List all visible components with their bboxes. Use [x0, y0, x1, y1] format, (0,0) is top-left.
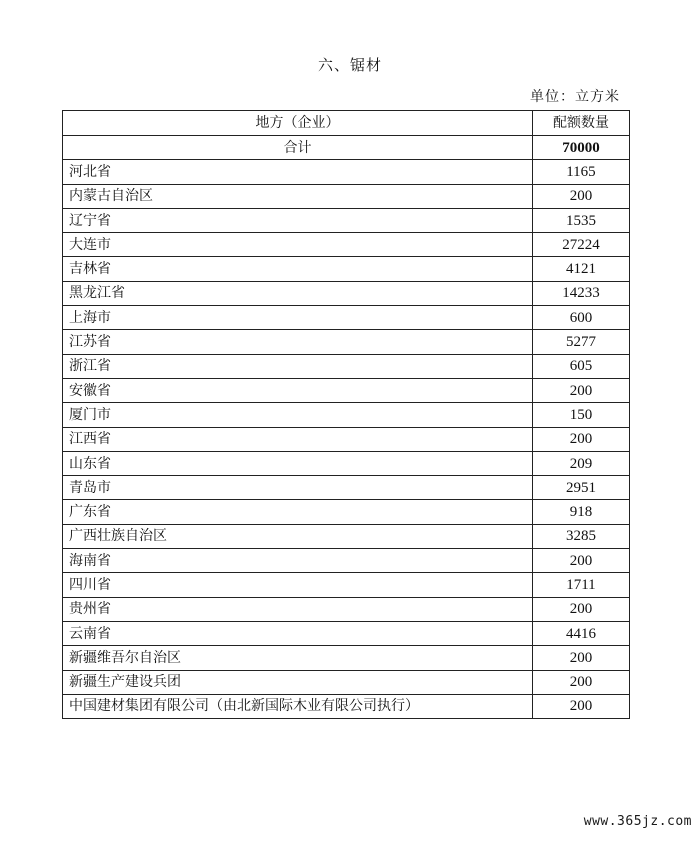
region-cell: 浙江省: [63, 354, 533, 378]
region-cell: 中国建材集团有限公司（由北新国际木业有限公司执行）: [63, 694, 533, 718]
table-row: [63, 160, 630, 184]
region-cell: 大连市: [63, 233, 533, 257]
table-row: [63, 403, 630, 427]
amount-cell: 5277: [532, 330, 629, 354]
amount-cell: 150: [532, 403, 629, 427]
region-cell: 新疆维吾尔自治区: [63, 646, 533, 670]
region-cell: 青岛市: [63, 476, 533, 500]
table-row: [63, 670, 630, 694]
watermark-text: www.365jz.com: [583, 814, 692, 829]
amount-cell: 200: [532, 597, 629, 621]
table-body: [63, 136, 630, 719]
table-row: [63, 476, 630, 500]
amount-cell: 200: [532, 378, 629, 402]
amount-cell: 200: [532, 184, 629, 208]
table-row: [63, 257, 630, 281]
table-row: [63, 621, 630, 645]
table-row: [63, 451, 630, 475]
amount-cell: 200: [532, 646, 629, 670]
header-region: 地方（企业）: [63, 111, 533, 136]
amount-cell: 200: [532, 427, 629, 451]
unit-label: 单位：立方米: [530, 89, 620, 105]
table-row: [63, 378, 630, 402]
region-cell: 江苏省: [63, 330, 533, 354]
region-cell: 江西省: [63, 427, 533, 451]
region-cell: 广东省: [63, 500, 533, 524]
region-cell: 黑龙江省: [63, 281, 533, 305]
table-row: [63, 354, 630, 378]
table-row: [63, 597, 630, 621]
region-cell: 安徽省: [63, 378, 533, 402]
region-cell: 广西壮族自治区: [63, 524, 533, 548]
amount-cell: 4416: [532, 621, 629, 645]
total-value: 70000: [532, 136, 629, 160]
header-amount: 配额数量: [532, 111, 629, 136]
region-cell: 云南省: [63, 621, 533, 645]
table-row: [63, 233, 630, 257]
quota-table: [62, 110, 630, 719]
amount-cell: 14233: [532, 281, 629, 305]
table-row: [63, 208, 630, 232]
region-cell: 辽宁省: [63, 208, 533, 232]
amount-cell: 200: [532, 670, 629, 694]
amount-cell: 209: [532, 451, 629, 475]
table-row: [63, 524, 630, 548]
table-row: [63, 427, 630, 451]
amount-cell: 200: [532, 549, 629, 573]
total-label: 合计: [63, 136, 533, 160]
table-row: [63, 500, 630, 524]
table-row: [63, 281, 630, 305]
amount-cell: 1535: [532, 208, 629, 232]
table-row: [63, 330, 630, 354]
amount-cell: 1711: [532, 573, 629, 597]
region-cell: 吉林省: [63, 257, 533, 281]
region-cell: 厦门市: [63, 403, 533, 427]
region-cell: 贵州省: [63, 597, 533, 621]
amount-cell: 600: [532, 306, 629, 330]
region-cell: 上海市: [63, 306, 533, 330]
page-title: 六、锯材: [317, 56, 382, 74]
region-cell: 新疆生产建设兵团: [63, 670, 533, 694]
total-row: [63, 136, 630, 160]
table-row: [63, 549, 630, 573]
table-row: [63, 306, 630, 330]
table-row: [63, 184, 630, 208]
table-row: [63, 573, 630, 597]
amount-cell: 200: [532, 694, 629, 718]
amount-cell: 605: [532, 354, 629, 378]
amount-cell: 4121: [532, 257, 629, 281]
amount-cell: 2951: [532, 476, 629, 500]
region-cell: 内蒙古自治区: [63, 184, 533, 208]
region-cell: 四川省: [63, 573, 533, 597]
amount-cell: 27224: [532, 233, 629, 257]
amount-cell: 1165: [532, 160, 629, 184]
region-cell: 河北省: [63, 160, 533, 184]
table-row: [63, 646, 630, 670]
amount-cell: 918: [532, 500, 629, 524]
region-cell: 海南省: [63, 549, 533, 573]
table-row: [63, 694, 630, 718]
region-cell: 山东省: [63, 451, 533, 475]
table-header-row: [63, 111, 630, 136]
amount-cell: 3285: [532, 524, 629, 548]
